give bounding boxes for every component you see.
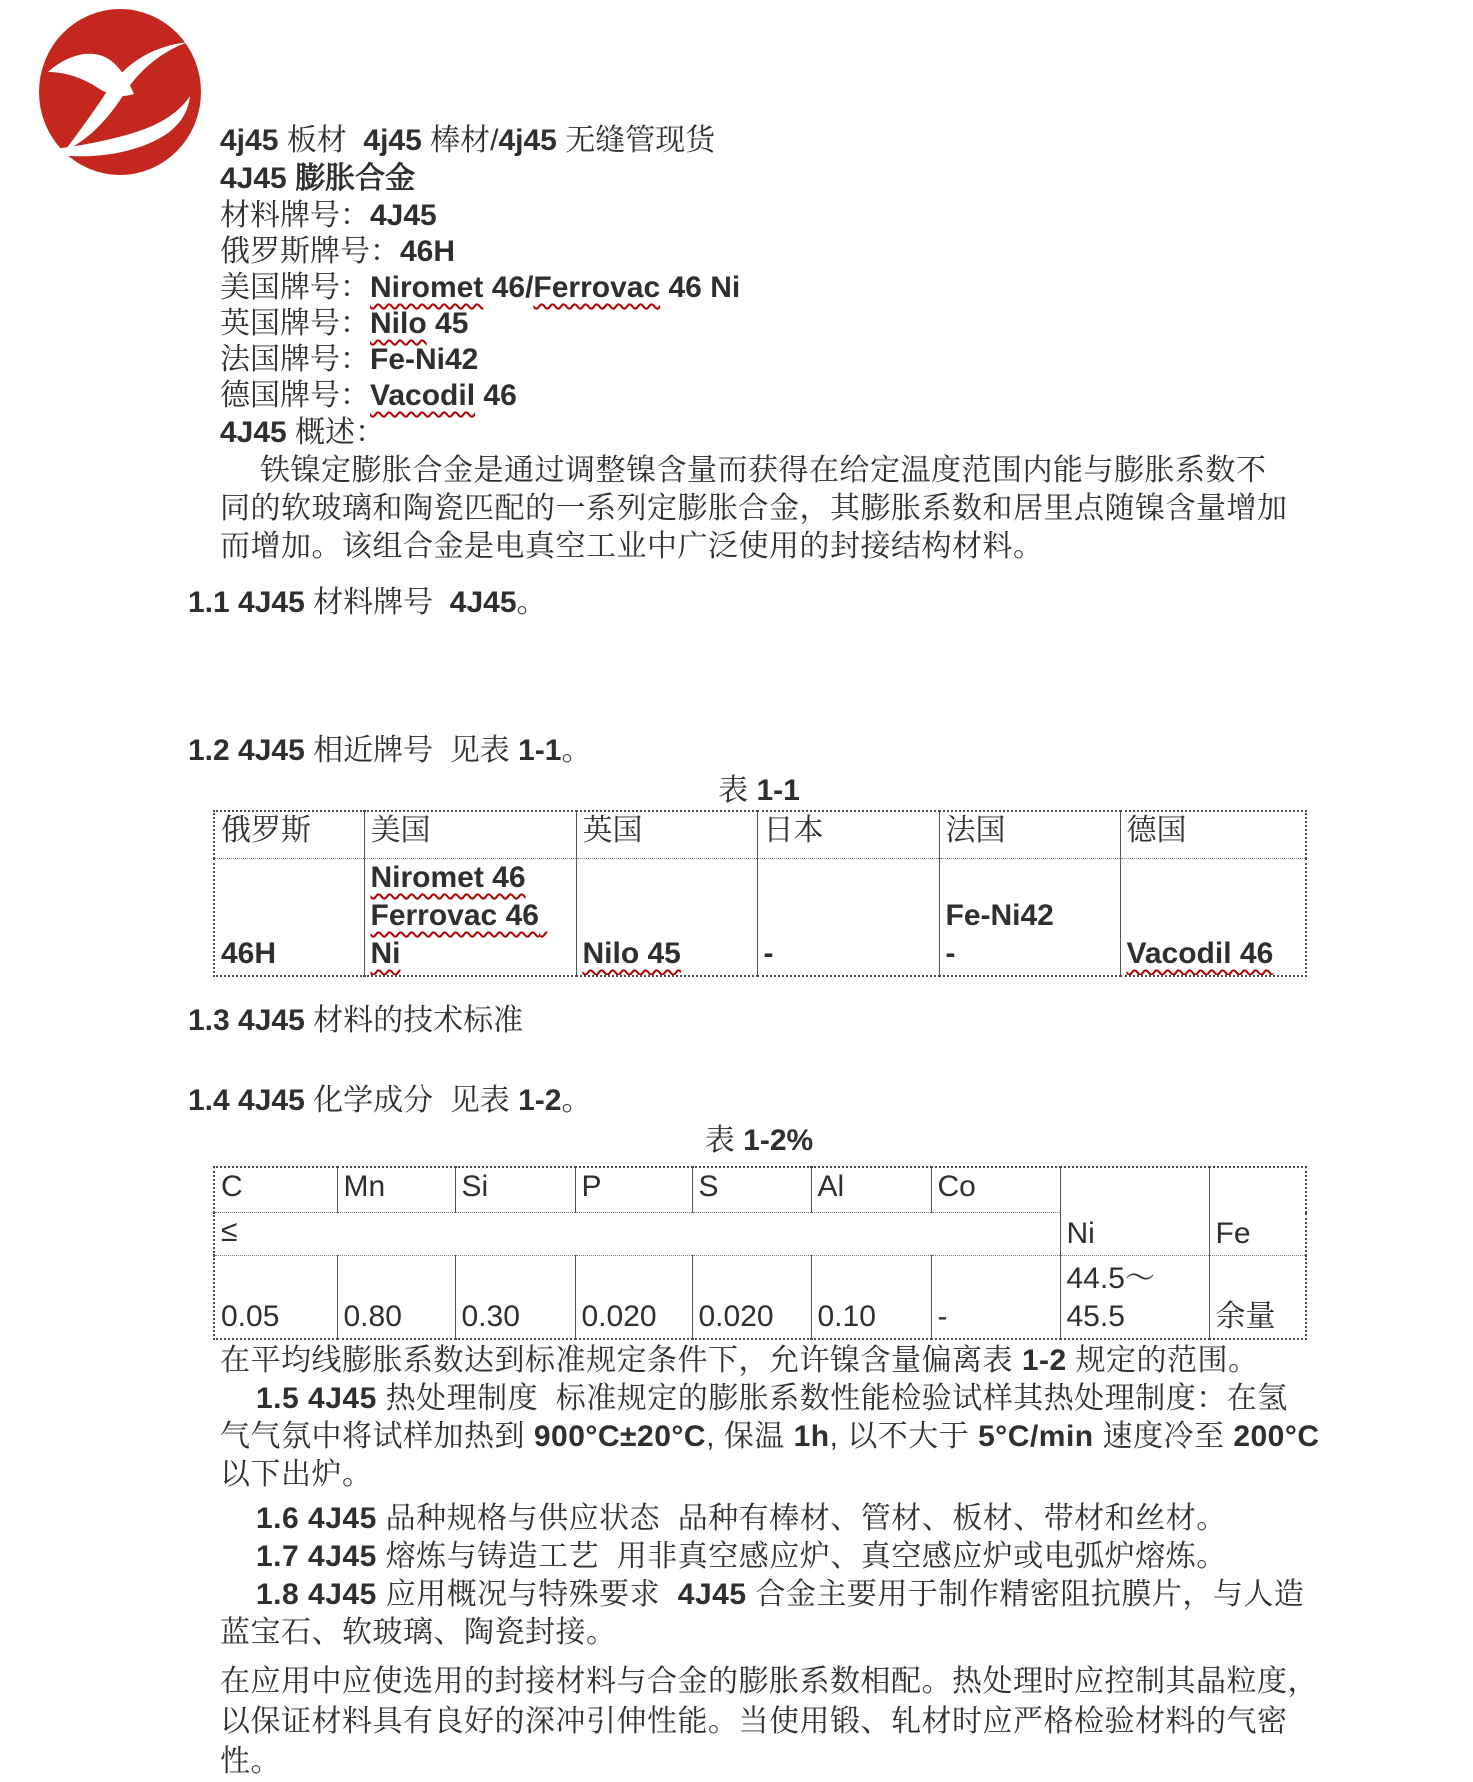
brand-row-material <box>220 198 1366 234</box>
table-row <box>214 859 1306 977</box>
section-1-1-heading: 1.1 4J45 材料牌号 4J45。 <box>188 586 547 619</box>
t2-max-symbol: ≤ <box>214 1213 1060 1256</box>
brand-value: 46H <box>400 235 456 268</box>
t1-value-france: Fe-Ni42 - <box>939 859 1120 977</box>
t2-value-al: 0.10 <box>811 1256 931 1340</box>
table-row <box>214 1256 1306 1340</box>
t2-value-s: 0.020 <box>692 1256 811 1340</box>
brand-row-uk <box>220 306 1366 342</box>
t2-header-si: Si <box>455 1167 575 1213</box>
company-logo <box>38 8 202 176</box>
t1-header-japan: 日本 <box>757 811 939 859</box>
t2-value-mn: 0.80 <box>337 1256 455 1340</box>
brand-label: 法国牌号： <box>220 343 370 376</box>
t2-header-s: S <box>692 1167 811 1213</box>
t1-header-usa: 美国 <box>364 811 576 859</box>
t2-header-al: Al <box>811 1167 931 1213</box>
t2-value-ni: 44.5～ 45.5 <box>1060 1256 1209 1340</box>
t2-value-si: 0.30 <box>455 1256 575 1340</box>
brand-value: Vacodil 46 <box>370 379 517 412</box>
section-1-6-paragraph: 1.6 4J45 品种规格与供应状态 品种有棒材、管材、板材、带材和丝材。 <box>256 1502 1227 1535</box>
table-1-2-caption: 表 1-2% <box>704 1124 814 1157</box>
brand-label: 材料牌号： <box>220 199 370 232</box>
table-1-1-caption: 表 1-1 <box>718 774 800 807</box>
t1-value-uk: Nilo 45 <box>576 859 757 977</box>
brand-row-germany <box>220 378 1366 414</box>
section-1-2-heading: 1.2 4J45 相近牌号 见表 1-1。 <box>188 734 592 767</box>
document-body <box>188 0 1366 1782</box>
header-line-products: 4j45 板材 4j45 棒材/4j45 无缝管现货 <box>220 124 716 157</box>
t2-header-ni: Ni <box>1060 1167 1209 1256</box>
overview-heading: 4J45 概述： <box>220 416 386 449</box>
t2-header-co: Co <box>931 1167 1060 1213</box>
section-1-4-heading: 1.4 4J45 化学成分 见表 1-2。 <box>188 1084 592 1117</box>
brand-value: Nilo 45 <box>370 307 469 340</box>
brand-value: 4J45 <box>370 199 437 232</box>
brand-value: Fe-Ni42 <box>370 343 479 376</box>
t1-header-russia: 俄罗斯 <box>214 811 364 859</box>
closing-paragraph: 在应用中应使选用的封接材料与合金的膨胀系数相配。热处理时应控制其晶粒度， 以保证材料具有良好的深冲引伸性能。当使用锻、轧材时应严格检验材料的气密 性。 <box>220 1665 1318 1778</box>
t2-header-c: C <box>214 1167 337 1213</box>
t2-value-c: 0.05 <box>214 1256 337 1340</box>
t1-value-russia: 46H <box>214 859 364 977</box>
table-row <box>214 811 1306 859</box>
logo-swoosh-icon <box>38 8 202 176</box>
brand-label: 英国牌号： <box>220 307 370 340</box>
header-line-alloy-title: 4J45 膨胀合金 <box>220 162 416 195</box>
t1-header-uk: 英国 <box>576 811 757 859</box>
t2-header-mn: Mn <box>337 1167 455 1213</box>
t1-value-usa: Niromet 46 Ferrovac 46 Ni <box>364 859 576 977</box>
t1-value-japan: - <box>757 859 939 977</box>
overview-paragraph: 铁镍定膨胀合金是通过调整镍含量而获得在给定温度范围内能与膨胀系数不 同的软玻璃和陶瓷匹配的一系列定膨胀合金，其膨胀系数和居里点随镍含量增加 而增加。该组合金是电真空工业中广泛使用的封接结构材料。 <box>220 454 1288 563</box>
t1-value-germany: Vacodil 46 <box>1120 859 1306 977</box>
t2-value-p: 0.020 <box>575 1256 692 1340</box>
t2-header-fe: Fe <box>1209 1167 1306 1256</box>
section-1-8-paragraph: 1.8 4J45 应用概况与特殊要求 4J45 合金主要用于制作精密阻抗膜片，与人造 蓝宝石、软玻璃、陶瓷封接。 <box>220 1578 1305 1649</box>
brand-label: 德国牌号： <box>220 379 370 412</box>
brand-label: 俄罗斯牌号： <box>220 235 400 268</box>
nickel-deviation-note: 在平均线膨胀系数达到标准规定条件下，允许镍含量偏离表 1-2 规定的范围。 <box>220 1344 1259 1377</box>
t2-header-p: P <box>575 1167 692 1213</box>
section-1-3-heading: 1.3 4J45 材料的技术标准 <box>188 1004 524 1037</box>
brand-row-france <box>220 342 1366 378</box>
table-row <box>214 1167 1306 1213</box>
t1-header-germany: 德国 <box>1120 811 1306 859</box>
section-1-7-paragraph: 1.7 4J45 熔炼与铸造工艺 用非真空感应炉、真空感应炉或电弧炉熔炼。 <box>256 1540 1227 1573</box>
brand-label: 美国牌号： <box>220 271 370 304</box>
brand-row-russia <box>220 234 1366 270</box>
t1-header-france: 法国 <box>939 811 1120 859</box>
table-1-1-equivalent-grades <box>213 810 1307 977</box>
section-1-5-paragraph: 1.5 4J45 热处理制度 标准规定的膨胀系数性能检验试样其热处理制度：在氢 气气氛中将试样加热到 900°C±20°C, 保温 1h, 以不大于 5°C/min 速度冷至 200°C 以下出炉。 <box>220 1382 1320 1491</box>
t2-value-fe: 余量 <box>1209 1256 1306 1340</box>
brand-row-usa <box>220 270 1366 306</box>
table-1-2-chemical-composition <box>213 1166 1307 1340</box>
brand-value: Niromet 46/Ferrovac 46 Ni <box>370 271 741 304</box>
t2-value-co: - <box>931 1256 1060 1340</box>
